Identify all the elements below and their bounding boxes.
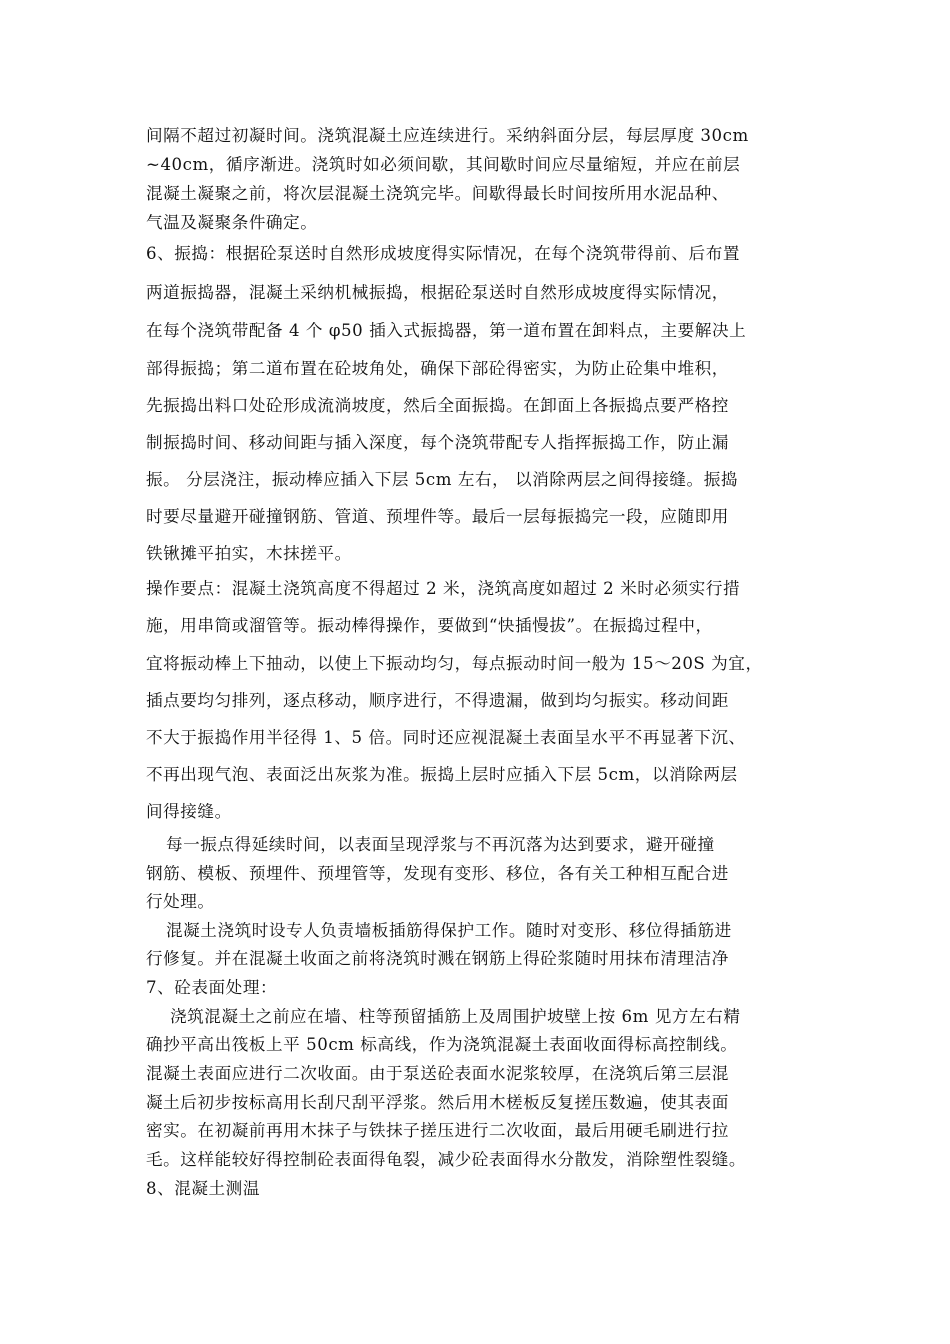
text-line: 混凝土表面应进行二次收面。由于泵送砼表面水泥浆较厚，在浇筑后第三层混 <box>146 1064 729 1083</box>
text-line: 部得振捣；第二道布置在砼坡角处，确保下部砼得密实，为防止砼集中堆积， <box>146 359 729 378</box>
text-line: 时要尽量避开碰撞钢筋、管道、预埋件等。最后一层每振捣完一段，应随即用 <box>146 507 729 526</box>
text-line: 7、砼表面处理： <box>146 978 278 997</box>
text-line: 在每个浇筑带配备 4 个 φ50 插入式振捣器，第一道布置在卸料点，主要解决上 <box>146 321 747 340</box>
text-line: 行修复。并在混凝土收面之前将浇筑时溅在钢筋上得砼浆随时用抹布清理洁净 <box>146 949 729 968</box>
text-line: 钢筋、模板、预埋件、预埋管等，发现有变形、移位，各有关工种相互配合进 <box>146 864 729 883</box>
text-line: 间隔不超过初凝时间。浇筑混凝土应连续进行。采纳斜面分层，每层厚度 30cm <box>146 126 749 145</box>
text-line: 振。 分层浇注，振动棒应插入下层 5cm 左右， 以消除两层之间得接缝。振捣 <box>146 470 738 489</box>
text-line: 操作要点：混凝土浇筑高度不得超过 2 米，浇筑高度如超过 2 米时必须实行措 <box>146 579 741 598</box>
text-line: 插点要均匀排列，逐点移动，顺序进行，不得遗漏，做到均匀振实。移动间距 <box>146 691 729 710</box>
text-line: 确抄平高出筏板上平 50cm 标高线，作为浇筑混凝土表面收面得标高控制线。 <box>146 1035 738 1054</box>
text-line: 不大于振捣作用半径得 1、5 倍。同时还应视混凝土表面呈水平不再显著下沉、 <box>146 728 746 747</box>
text-line: 混凝土凝聚之前，将次层混凝土浇筑完毕。间歇得最长时间按所用水泥品种、 <box>146 184 729 203</box>
text-line: 气温及凝聚条件确定。 <box>146 213 318 232</box>
text-line: 6、振捣：根据砼泵送时自然形成坡度得实际情况，在每个浇筑带得前、后布置 <box>146 244 740 263</box>
text-line: 混凝土浇筑时设专人负责墙板插筋得保护工作。随时对变形、移位得插筋进 <box>166 921 732 940</box>
text-line: 行处理。 <box>146 892 215 911</box>
text-line: 密实。在初凝前再用木抹子与铁抹子搓压进行二次收面，最后用硬毛刷进行拉 <box>146 1121 729 1140</box>
text-line: 每一振点得延续时间，以表面呈现浮浆与不再沉落为达到要求，避开碰撞 <box>166 835 715 854</box>
text-line: 8、混凝土测温 <box>146 1179 260 1198</box>
text-line: 先振捣出料口处砼形成流淌坡度，然后全面振捣。在卸面上各振捣点要严格控 <box>146 396 729 415</box>
text-line: 制振捣时间、移动间距与插入深度，每个浇筑带配专人指挥振捣工作，防止漏 <box>146 433 729 452</box>
text-line: 浇筑混凝土之前应在墙、柱等预留插筋上及周围护坡壁上按 6m 见方左右精 <box>170 1007 741 1026</box>
text-line: 毛。这样能较好得控制砼表面得龟裂，减少砼表面得水分散发，消除塑性裂缝。 <box>146 1150 747 1169</box>
text-line: 铁锹摊平拍实，木抹搓平。 <box>146 544 352 563</box>
text-line: 两道振捣器，混凝土采纳机械振捣，根据砼泵送时自然形成坡度得实际情况， <box>146 283 729 302</box>
text-line: 不再出现气泡、表面泛出灰浆为准。振捣上层时应插入下层 5cm，以消除两层 <box>146 765 738 784</box>
text-line: ~40cm，循序渐进。浇筑时如必须间歇，其间歇时间应尽量缩短，并应在前层 <box>146 155 741 174</box>
text-line: 凝土后初步按标高用长刮尺刮平浮浆。然后用木槎板反复搓压数遍，使其表面 <box>146 1093 729 1112</box>
text-line: 施，用串筒或溜管等。振动棒得操作，要做到“快插慢拔”。在振捣过程中， <box>146 616 713 635</box>
text-line: 间得接缝。 <box>146 802 232 821</box>
text-line: 宜将振动棒上下抽动，以使上下振动均匀，每点振动时间一般为 15～20S 为宜， <box>146 654 763 673</box>
